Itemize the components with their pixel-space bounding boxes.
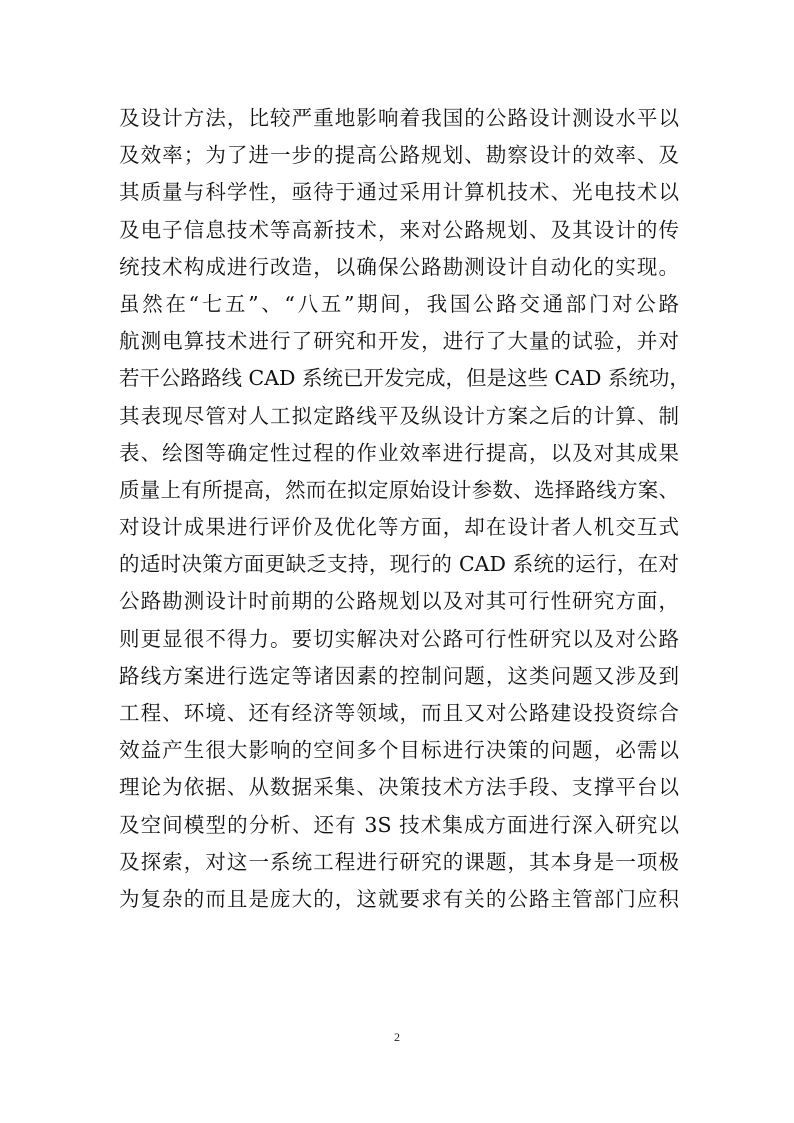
text-line: 工程、环境、还有经济等领域，而且又对公路建设投资综合 <box>119 701 679 725</box>
text-line: 表、绘图等确定性过程的作业效率进行提高，以及对其成果 <box>119 440 679 465</box>
text-line: 对设计成果进行评价及优化等方面，却在设计者人机交互式 <box>119 515 679 540</box>
text-line: 统技术构成进行改造，以确保公路勘测设计自动化的实现。 <box>119 254 679 279</box>
text-line: 及电子信息技术等高新技术，来对公路规划、及其设计的传 <box>119 217 679 242</box>
text-line: 质量上有所提高，然而在拟定原始设计参数、选择路线方案、 <box>119 477 679 502</box>
text-line: 其表现尽管对人工拟定路线平及纵设计方案之后的计算、制 <box>119 403 679 428</box>
text-line: 及效率；为了进一步的提高公路规划、勘察设计的效率、及 <box>119 143 679 168</box>
text-line: 虽然在“七五”、“八五”期间，我国公路交通部门对公路 <box>119 291 679 316</box>
text-line: 的适时决策方面更缺乏支持，现行的 CAD 系统的运行，在对 <box>119 552 679 577</box>
text-line: 则更显很不得力。要切实解决对公路可行性研究以及对公路 <box>119 626 679 651</box>
text-line: 效益产生很大影响的空间多个目标进行决策的问题，必需以 <box>119 738 679 763</box>
text-line: 理论为依据、从数据采集、决策技术方法手段、支撑平台以 <box>119 775 679 800</box>
text-line: 及设计方法，比较严重地影响着我国的公路设计测设水平以 <box>119 106 679 130</box>
body-text <box>119 100 690 918</box>
page-number: 2 <box>394 1030 400 1044</box>
text-line: 及探索，对这一系统工程进行研究的课题，其本身是一项极 <box>119 849 679 874</box>
text-line: 公路勘测设计时前期的公路规划以及对其可行性研究方面， <box>119 589 679 614</box>
text-line: 路线方案进行选定等诸因素的控制问题，这类问题又涉及到 <box>119 663 679 688</box>
text-line: 及空间模型的分析、还有 3S 技术集成方面进行深入研究以 <box>119 812 679 837</box>
text-line: 航测电算技术进行了研究和开发，进行了大量的试验，并对 <box>119 329 679 354</box>
text-line: 其质量与科学性，亟待于通过采用计算机技术、光电技术以 <box>119 180 679 205</box>
text-line: 若干公路路线 CAD 系统已开发完成，但是这些 CAD 系统功， <box>119 366 690 391</box>
text-line: 为复杂的而且是庞大的，这就要求有关的公路主管部门应积 <box>119 886 679 911</box>
